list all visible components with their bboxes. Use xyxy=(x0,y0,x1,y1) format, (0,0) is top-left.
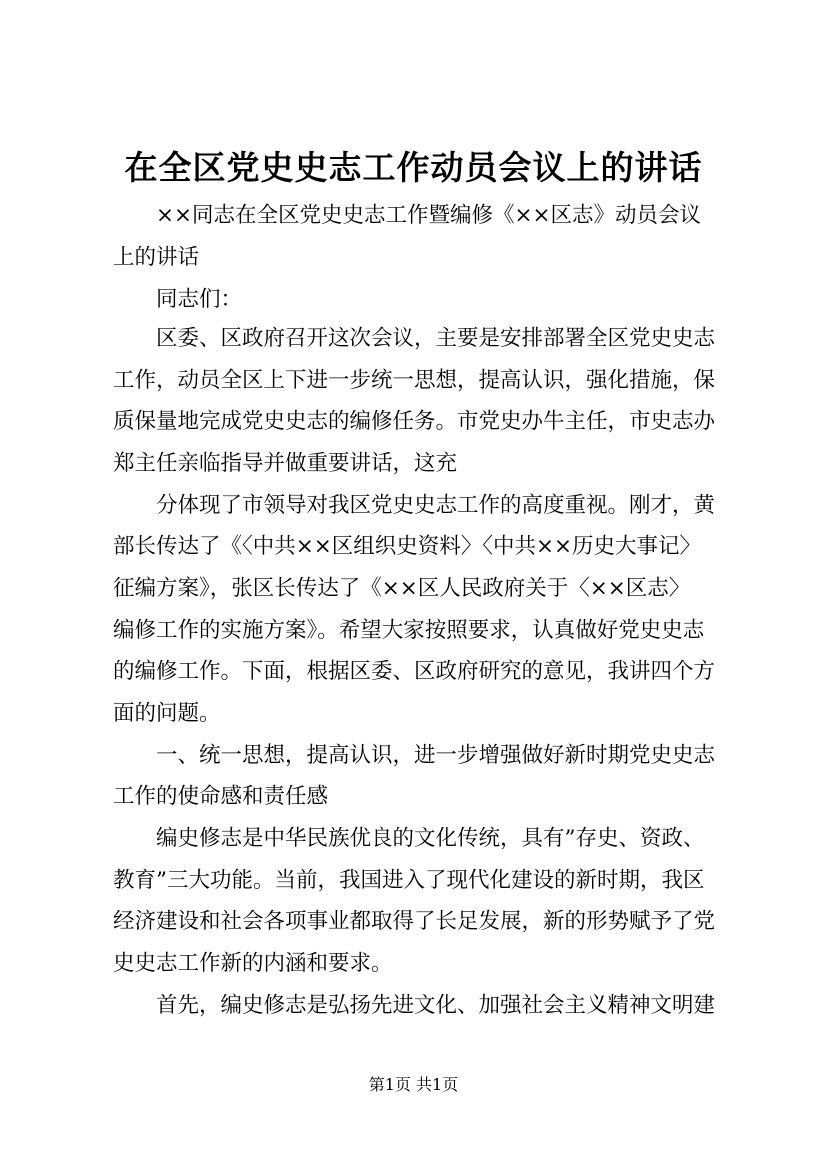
body-line: 征编方案》，张区长传达了《××区人民政府关于〈××区志〉 xyxy=(113,576,691,601)
body-line: 分体现了市领导对我区党史史志工作的高度重视。刚才，黄 xyxy=(156,493,716,518)
body-line: 质保量地完成党史史志的编修任务。市党史办牛主任，市史志办 xyxy=(113,409,716,434)
body-line: 郑主任亲临指导并做重要讲话，这充 xyxy=(113,451,458,476)
body-line: 的编修工作。下面，根据区委、区政府研究的意见，我讲四个方 xyxy=(113,659,716,684)
document-title: 在全区党史史志工作动员会议上的讲话 xyxy=(124,148,703,187)
body-line: 一、统一思想，提高认识，进一步增强做好新时期党史史志 xyxy=(156,743,716,768)
body-line: 编修工作的实施方案》。希望大家按照要求，认真做好党史史志 xyxy=(113,618,705,643)
body-line: 首先，编史修志是弘扬先进文化、加强社会主义精神文明建 xyxy=(156,993,716,1018)
body-line: 史史志工作新的内涵和要求。 xyxy=(113,951,393,976)
body-line: 工作，动员全区上下进一步统一思想，提高认识，强化措施，保 xyxy=(113,368,716,393)
body-line: 工作的使命感和责任感 xyxy=(113,784,329,809)
body-line: 面的问题。 xyxy=(113,701,221,726)
body-line: 同志们： xyxy=(156,287,243,312)
body-line: 上的讲话 xyxy=(113,245,200,270)
page-number: 第1页 共1页 xyxy=(368,1075,459,1094)
body-line: 编史修志是中华民族优良的文化传统，具有”存史、资政、 xyxy=(156,826,705,851)
body-line: ××同志在全区党史史志工作暨编修《××区志》动员会议 xyxy=(156,203,702,228)
body-line: 经济建设和社会各项事业都取得了长足发展，新的形势赋予了党 xyxy=(113,909,716,934)
body-line: 部长传达了《〈中共××区组织史资料〉〈中共××历史大事记〉 xyxy=(113,534,702,559)
body-line: 区委、区政府召开这次会议，主要是安排部署全区党史史志 xyxy=(156,326,716,351)
body-line: 教育”三大功能。当前，我国进入了现代化建设的新时期，我区 xyxy=(113,868,705,893)
